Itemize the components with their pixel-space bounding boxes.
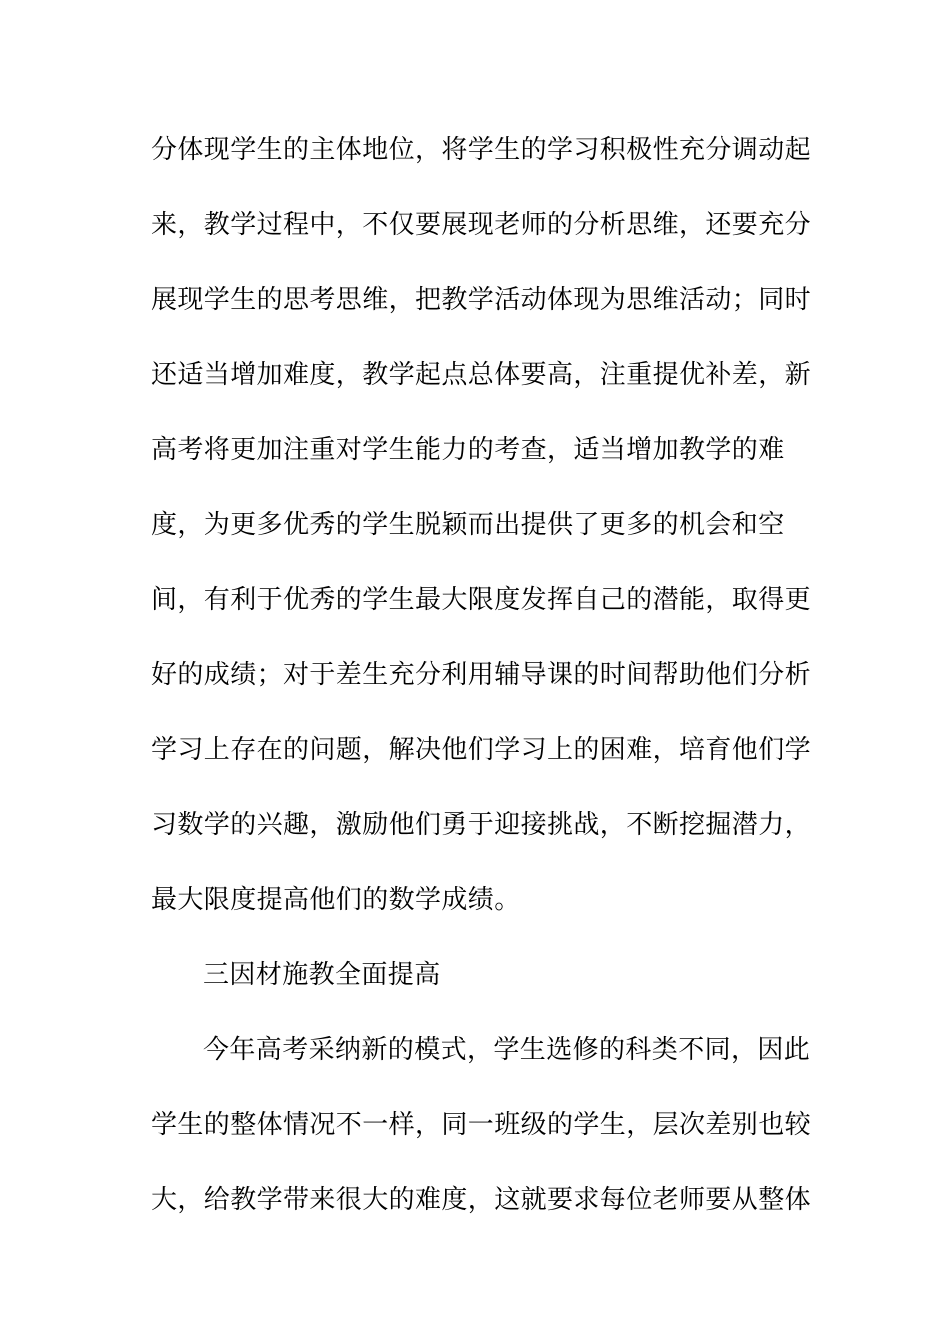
paragraph-line: 好的成绩；对于差生充分利用辅导课的时间帮助他们分析 [151, 660, 812, 690]
paragraph-line: 学习上存在的问题，解决他们学习上的困难，培育他们学 [151, 735, 812, 765]
section-heading: 三因材施教全面提高 [203, 960, 441, 990]
paragraph-line: 来，教学过程中，不仅要展现老师的分析思维，还要充分 [151, 210, 812, 240]
paragraph-line: 习数学的兴趣，激励他们勇于迎接挑战，不断挖掘潜力， [151, 810, 812, 840]
paragraph-line: 分体现学生的主体地位，将学生的学习积极性充分调动起 [151, 135, 812, 165]
paragraph-line: 今年高考采纳新的模式，学生选修的科类不同，因此 [203, 1035, 811, 1065]
paragraph-line: 展现学生的思考思维，把教学活动体现为思维活动；同时 [151, 285, 812, 315]
paragraph-line: 高考将更加注重对学生能力的考查，适当增加教学的难 [151, 435, 785, 465]
paragraph-line: 学生的整体情况不一样，同一班级的学生，层次差别也较 [151, 1110, 812, 1140]
paragraph-line: 度，为更多优秀的学生脱颖而出提供了更多的机会和空 [151, 510, 785, 540]
paragraph-line: 大，给教学带来很大的难度，这就要求每位老师要从整体 [151, 1185, 812, 1215]
paragraph-line: 还适当增加难度，教学起点总体要高，注重提优补差，新 [151, 360, 812, 390]
paragraph-line: 间，有利于优秀的学生最大限度发挥自己的潜能，取得更 [151, 585, 812, 615]
paragraph-line: 最大限度提高他们的数学成绩。 [151, 885, 521, 915]
